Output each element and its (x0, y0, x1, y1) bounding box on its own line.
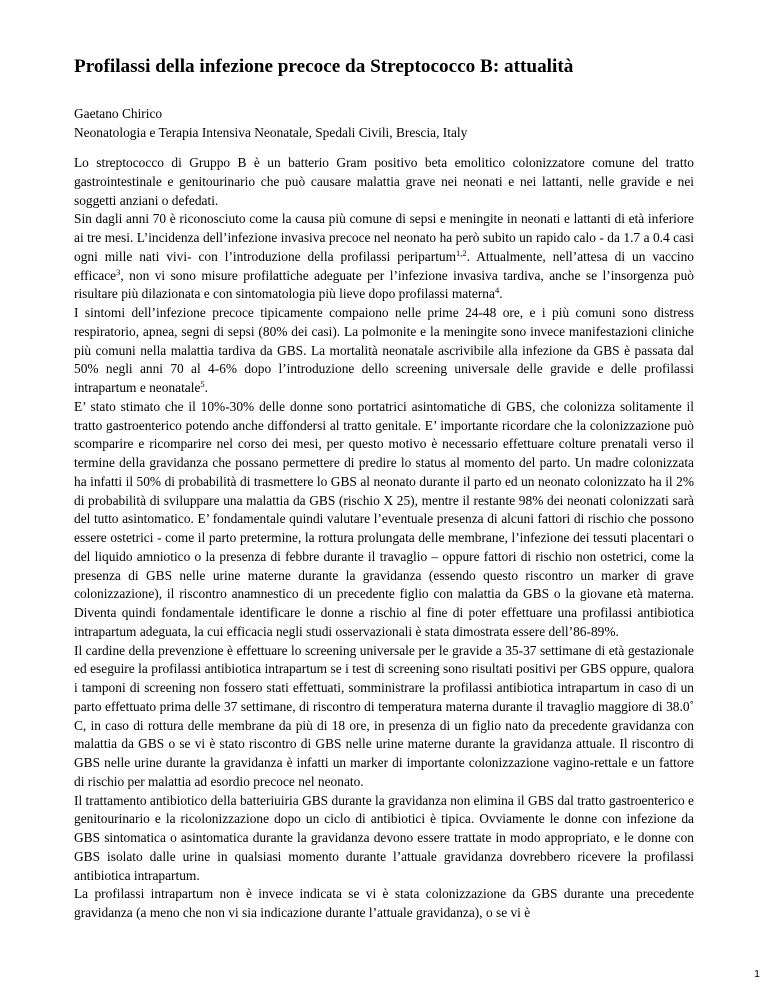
document-title: Profilassi della infezione precoce da Streptococco B: attualità (74, 56, 574, 77)
paragraph-text: . (204, 380, 209, 395)
paragraph-symptoms (74, 304, 694, 398)
paragraph-text: , non vi sono misure profilattiche adeguate per l’infezione invasiva tardiva, anche se l’insorgenza può risultare più dilazionata e con sintomatologia più lieve dopo profilassi materna (74, 267, 694, 302)
reference-superscript: 4 (494, 285, 500, 296)
paragraph-screening: Il cardine della prevenzione è effettuare lo screening universale per le gravide a 35-37 settimane di età gestazionale ed eseguire la profilassi antibiotica intrapartum se i test di screening sono risultati positivi per GBS oppure, qualora i tamponi di screening non fossero stati effettuati, somministrare la profilassi antibiotica intrapartum in caso di un parto effettuato prima delle 37 settimane, di riscontro di temperatura materna durante il travaglio maggiore di 38.0˚ C, in caso di rottura delle membrane da più di 18 ore, in presenza di un figlio nato da precedente gravidanza con malattia da GBS o se vi è stato riscontro di GBS nelle urine materne durante la gravidanza attuale. Il riscontro di GBS nelle urine durante la gravidanza è infatti un marker di importante colonizzazione vagino-rettale e un fattore di rischio per malattia ad esordio precoce nel neonato. (74, 642, 694, 789)
paragraph-treatment: Il trattamento antibiotico della batteriuiria GBS durante la gravidanza non elimina il GBS dal tratto gastroenterico e genitourinario e la ricolonizzazione dopo un ciclo di antibiotici è tipica. Ovviamente le donne con infezione da GBS sintomatica o asintomatica durante la gravidanza devono essere trattate in modo appropriato, e le donne con GBS isolato dalle urine in qualsiasi momento durante l’attuale gravidanza dovrebbero ricevere la profilassi antibiotica intrapartum. (74, 792, 694, 883)
paragraph-text: . (499, 286, 503, 302)
reference-superscript: 1,2 (456, 247, 467, 258)
reference-superscript: 3 (116, 266, 121, 277)
page-number: 1 (754, 968, 760, 980)
paragraph-intro: Lo streptococco di Gruppo B è un batterio Gram positivo beta emolitico colonizzatore comune del tratto gastrointestinale e genitourinario che può causare malattia grave nei neonati e nei lattanti, nelle gravide e nei soggetti anziani o defedati. (74, 155, 694, 208)
paragraph-text: I sintomi dell’infezione precoce tipicamente compaiono nelle prime 24-48 ore, e i più comuni sono distress respiratorio, apnea, segni di sepsi (80% dei casi). La polmonite e la meningite sono invece manifestazioni cliniche più comuni nella malattia tardiva da GBS. La mortalità neonatale ascrivibile alla infezione da GBS è passata dal 50% negli anni 70 al 4-6% dopo l’introduzione dello screening universale delle gravide e delle profilassi intrapartum e neonatale (74, 305, 694, 395)
paragraph-history (74, 210, 694, 304)
author-affiliation: Neonatologia e Terapia Intensiva Neonatale, Spedali Civili, Brescia, Italy (74, 125, 468, 140)
paragraph-colonization: E’ stato stimato che il 10%-30% delle donne sono portatrici asintomatiche di GBS, che colonizza solitamente il tratto gastroenterico potendo anche diffondersi al tratto genitale. E’ importante ricordare che la colonizzazione può scomparire e ricomparire nel corso dei mesi, per questo motivo è necessario effettuare colture prenatali verso il termine della gravidanza che possano permettere di predire lo status al momento del parto. Un madre colonizzata ha infatti il 50% di probabilità di trasmettere lo GBS al neonato durante il parto ed un neonato colonizzato ha il 2% di probabilità di sviluppare una malattia da GBS (rischio X 25), mentre il restante 98% dei neonati colonizzati sarà del tutto asintomatico. E’ fondamentale quindi valutare l’eventuale presenza di alcuni fattori di rischio che possono essere ostetrici - come il parto pretermine, la rottura prolungata delle membrane, l’infezione dei tessuti placentari o del liquido amniotico o la presenza di febbre durante il travaglio – oppure fattori di rischio non ostetrici, come la presenza di GBS nelle urine materne durante la gravidanza (essendo questo riscontro un marker di grave colonizzazione), il riscontro anamnestico di un precedente figlio con malattia da GBS o la giovane età materna. Diventa quindi fondamentale identificare le donne a rischio al fine di poter effettuare una profilassi antibiotica intrapartum adeguata, la cui efficacia negli studi osservazionali è stata dimostrata essere dell’86-89%. (74, 398, 694, 639)
paragraph-text: . Attualmente, nell’attesa di un vaccino efficace (74, 248, 694, 283)
body-text (74, 154, 694, 923)
author-name: Gaetano Chirico (74, 106, 163, 121)
paragraph-indications: La profilassi intrapartum non è invece indicata se vi è stata colonizzazione da GBS durante una precedente gravidanza (a meno che non vi sia indicazione durante l’attuale gravidanza), o se vi è (74, 886, 694, 920)
reference-superscript: 5 (200, 379, 205, 389)
paragraph-text: Sin dagli anni 70 è riconosciuto come la causa più comune di sepsi e meningite in neonati e lattanti di età inferiore ai tre mesi. L’incidenza dell’infezione invasiva precoce nel neonato ha però subito un rapido calo - da 1.7 a 0.4 casi ogni mille nati vivi- con l’introduzione della profilassi peripartum (74, 211, 694, 264)
